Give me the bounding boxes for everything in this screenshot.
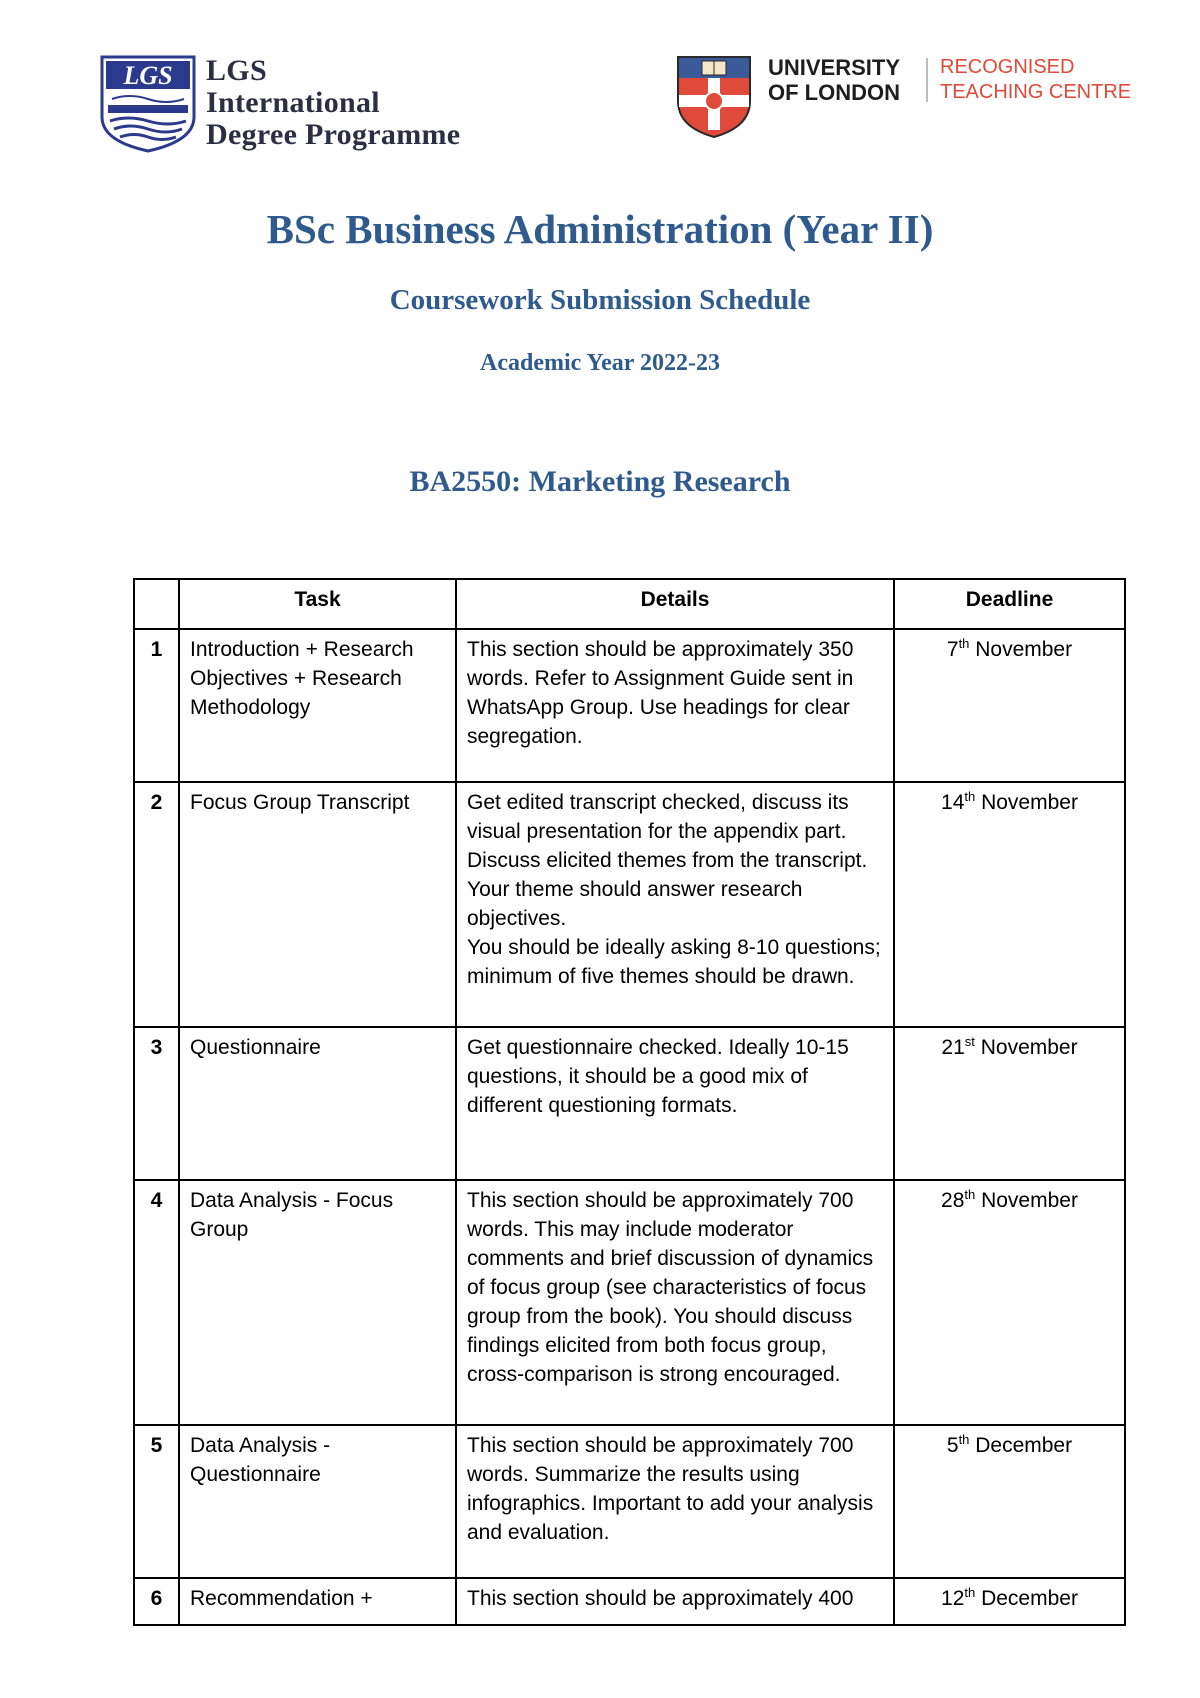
lgs-line-2: International (206, 86, 380, 119)
deadline-month: December (969, 1434, 1073, 1457)
document-title: BSc Business Administration (Year II) (266, 206, 934, 252)
row-task: Questionnaire (179, 1027, 456, 1180)
deadline-suffix: th (964, 789, 976, 804)
row-details: This section should be approximately 400 (456, 1578, 894, 1625)
lgs-logo (100, 55, 500, 155)
deadline-day: 12 (941, 1587, 965, 1610)
deadline-suffix: th (958, 636, 970, 651)
uol-line-1: UNIVERSITY (768, 55, 901, 80)
logo-divider (926, 58, 928, 102)
row-deadline (894, 1027, 1125, 1180)
rtc-line-2: TEACHING CENTRE (940, 81, 1132, 103)
deadline-day: 7 (946, 638, 959, 661)
uol-wordmark (768, 55, 900, 105)
deadline-day: 21 (941, 1036, 965, 1059)
row-details: This section should be approximately 350 words. Refer to Assignment Guide sent in WhatsApp Group. Use headings for clear segregation. (456, 629, 894, 782)
schedule-table (133, 578, 1126, 1626)
deadline-month: December (975, 1587, 1078, 1610)
uol-line-2: OF LONDON (768, 80, 900, 105)
row-number: 2 (134, 782, 179, 1027)
deadline-suffix: th (958, 1432, 970, 1447)
lgs-wordmark (206, 55, 460, 151)
row-number: 5 (134, 1425, 179, 1578)
table-row (134, 1027, 1125, 1180)
deadline-month: November (974, 1036, 1078, 1059)
uol-logo (676, 55, 1136, 140)
table-row (134, 629, 1125, 782)
table-row (134, 1578, 1125, 1625)
row-deadline (894, 1578, 1125, 1625)
row-task: Recommendation + (179, 1578, 456, 1625)
row-details-extra: You should be ideally asking 8-10 questions; minimum of five themes should be drawn. (467, 936, 881, 988)
header-details: Details (456, 579, 894, 629)
table-row (134, 1180, 1125, 1425)
lgs-line-3: Degree Programme (206, 118, 461, 151)
deadline-month: November (975, 1189, 1078, 1212)
row-number: 6 (134, 1578, 179, 1625)
row-task: Introduction + Research Objectives + Research Methodology (179, 629, 456, 782)
header-task: Task (179, 579, 456, 629)
uol-crest-icon (676, 55, 752, 139)
table-row (134, 1425, 1125, 1578)
deadline-day: 5 (946, 1434, 959, 1457)
row-details (456, 782, 894, 1027)
document-subtitle: Coursework Submission Schedule (389, 284, 811, 316)
rtc-line-1: RECOGNISED (940, 56, 1075, 78)
academic-year: Academic Year 2022-23 (480, 350, 720, 376)
svg-text:LGS: LGS (123, 61, 173, 90)
row-task: Data Analysis - Focus Group (179, 1180, 456, 1425)
row-details-text: Get edited transcript checked, discuss its visual presentation for the appendix part. Discuss elicited themes from the transcript. Your theme should answer research objectives. (467, 791, 868, 930)
recognised-teaching-centre (940, 55, 1131, 105)
header-number (134, 579, 179, 629)
deadline-day: 14 (941, 791, 965, 814)
row-number: 4 (134, 1180, 179, 1425)
row-deadline (894, 629, 1125, 782)
row-details: Get questionnaire checked. Ideally 10-15 questions, it should be a good mix of different questioning formats. (456, 1027, 894, 1180)
deadline-suffix: th (964, 1585, 976, 1600)
header-deadline: Deadline (894, 579, 1125, 629)
deadline-suffix: st (964, 1034, 975, 1049)
deadline-suffix: th (964, 1187, 976, 1202)
lgs-line-1: LGS (206, 54, 267, 87)
table-row (134, 782, 1125, 1027)
deadline-day: 28 (941, 1189, 965, 1212)
row-task: Focus Group Transcript (179, 782, 456, 1027)
row-details: This section should be approximately 700 words. Summarize the results using infographics. Important to add your analysis and evaluation. (456, 1425, 894, 1578)
row-deadline (894, 1425, 1125, 1578)
course-heading: BA2550: Marketing Research (409, 465, 791, 498)
row-deadline (894, 782, 1125, 1027)
deadline-month: November (975, 791, 1078, 814)
row-task: Data Analysis - Questionnaire (179, 1425, 456, 1578)
table-header-row (134, 579, 1125, 629)
lgs-emblem-icon (100, 55, 196, 153)
row-number: 3 (134, 1027, 179, 1180)
row-details: This section should be approximately 700 words. This may include moderator comments and brief discussion of dynamics of focus group (see characteristics of focus group from the book). You should discuss findings elicited from both focus group, cross-comparison is strong encouraged. (456, 1180, 894, 1425)
row-deadline (894, 1180, 1125, 1425)
row-number: 1 (134, 629, 179, 782)
deadline-month: November (969, 638, 1073, 661)
